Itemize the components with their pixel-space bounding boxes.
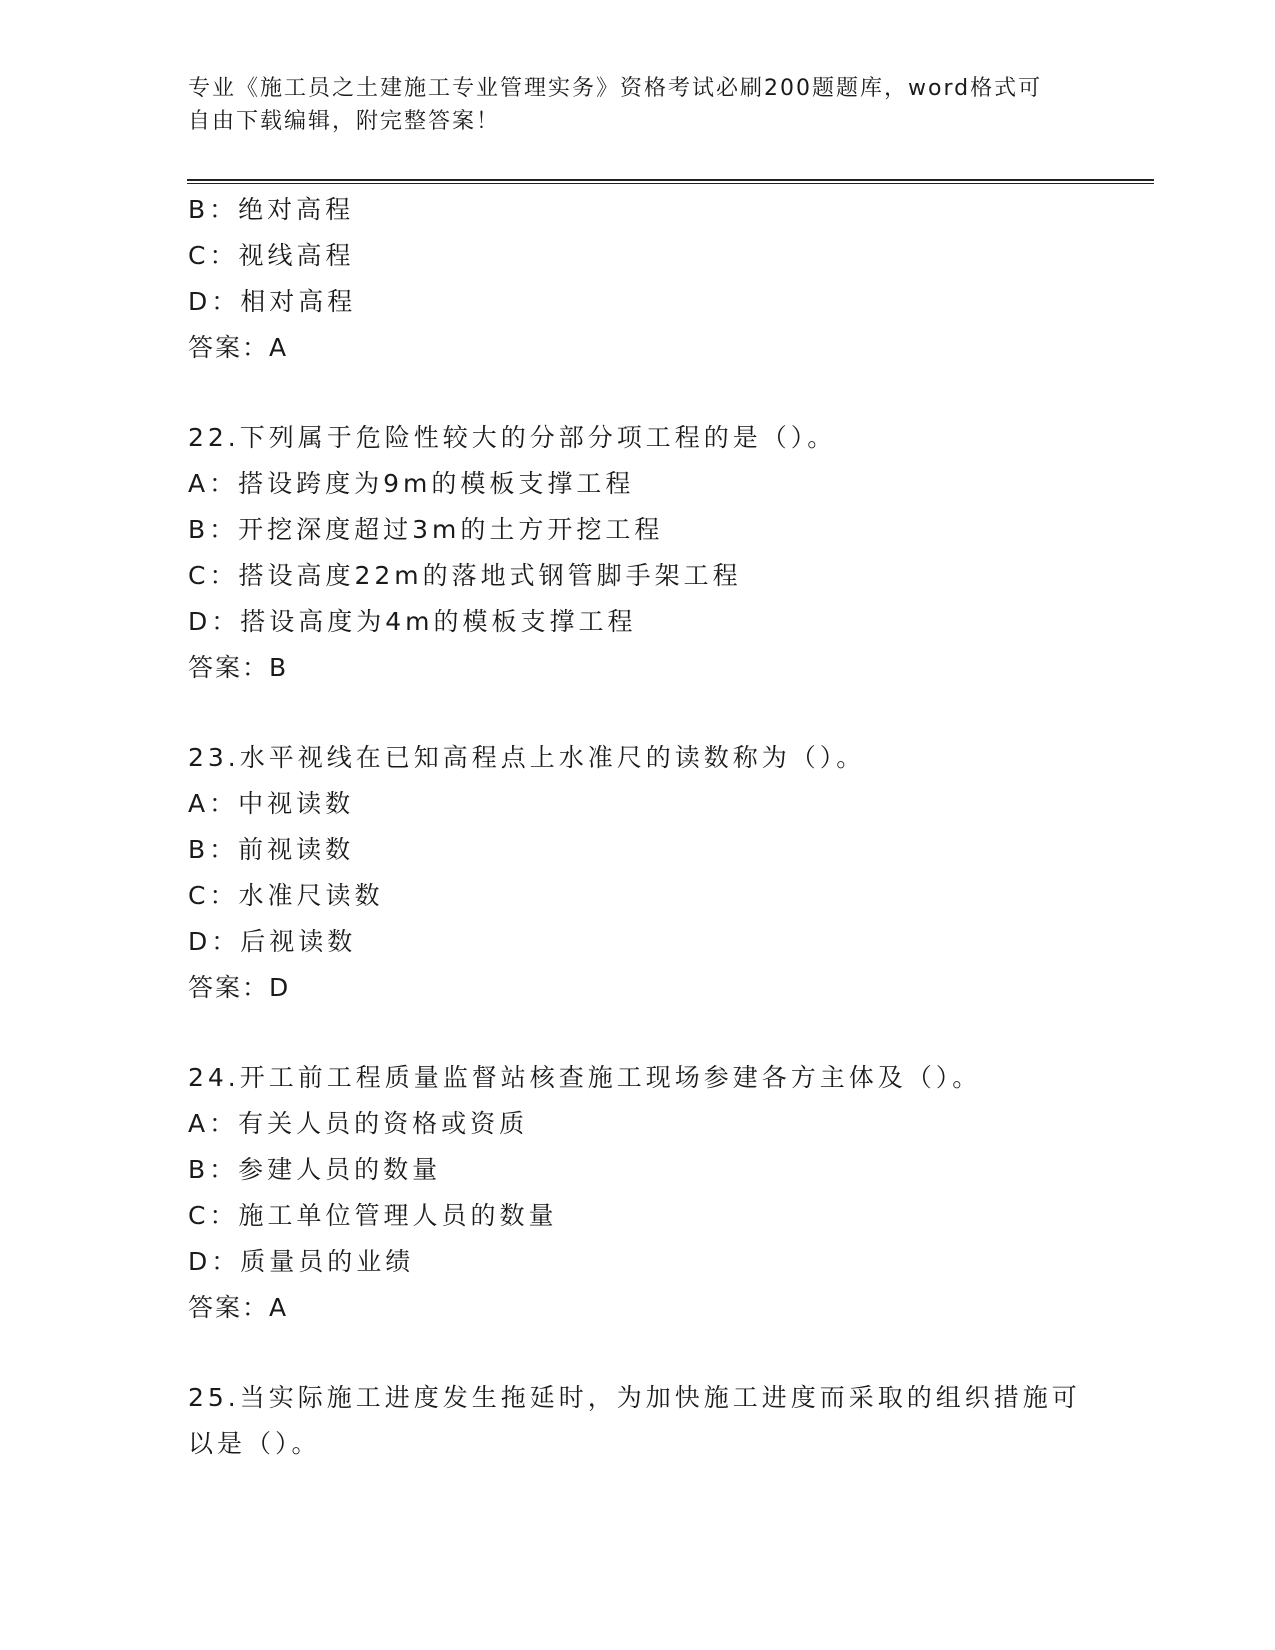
spacer — [188, 1331, 1148, 1375]
option-d: D：搭设高度为4m的模板支撑工程 — [188, 607, 637, 636]
header-title-line-2: 自由下载编辑，附完整答案！ — [188, 109, 501, 134]
spacer — [188, 1011, 1148, 1055]
question-22 — [188, 415, 1148, 691]
question-title: 23.水平视线在已知高程点上水准尺的读数称为（）。 — [188, 743, 866, 772]
option-c: C：施工单位管理人员的数量 — [188, 1201, 558, 1230]
question-title-line-1: 25.当实际施工进度发生拖延时，为加快施工进度而采取的组织措施可 — [188, 1383, 1081, 1412]
question-23 — [188, 735, 1148, 1011]
option-c: C：搭设高度22m的落地式钢管脚手架工程 — [188, 561, 742, 590]
option-a: A：搭设跨度为9m的模板支撑工程 — [188, 469, 635, 498]
question-title-line-2: 以是（）。 — [188, 1429, 321, 1458]
question-title: 22.下列属于危险性较大的分部分项工程的是（）。 — [188, 423, 837, 452]
spacer — [188, 691, 1148, 735]
option-b: B：开挖深度超过3m的土方开挖工程 — [188, 515, 664, 544]
answer-line: 答案：A — [188, 333, 289, 362]
option-d: D：相对高程 — [188, 287, 357, 316]
option-b: B：前视读数 — [188, 835, 355, 864]
option-c: C：视线高程 — [188, 241, 355, 270]
page-header — [188, 72, 1088, 138]
spacer — [188, 371, 1148, 415]
option-c: C：水准尺读数 — [188, 881, 384, 910]
question-24 — [188, 1055, 1148, 1331]
question-21-continued — [188, 187, 1148, 371]
option-d: D：后视读数 — [188, 927, 357, 956]
header-title-line-1: 专业《施工员之土建施工专业管理实务》资格考试必刷200题题库，word格式可 — [188, 76, 1043, 101]
question-list — [188, 187, 1148, 1467]
option-b: B：参建人员的数量 — [188, 1155, 442, 1184]
answer-line: 答案：B — [188, 653, 289, 682]
header-divider-thin — [187, 183, 1154, 184]
question-title: 24.开工前工程质量监督站核查施工现场参建各方主体及（）。 — [188, 1063, 982, 1092]
option-d: D：质量员的业绩 — [188, 1247, 415, 1276]
option-b: B：绝对高程 — [188, 195, 355, 224]
option-a: A：有关人员的资格或资质 — [188, 1109, 529, 1138]
question-25 — [188, 1375, 1148, 1467]
header-divider-thick — [187, 179, 1154, 181]
option-a: A：中视读数 — [188, 789, 355, 818]
answer-line: 答案：D — [188, 973, 291, 1002]
answer-line: 答案：A — [188, 1293, 289, 1322]
